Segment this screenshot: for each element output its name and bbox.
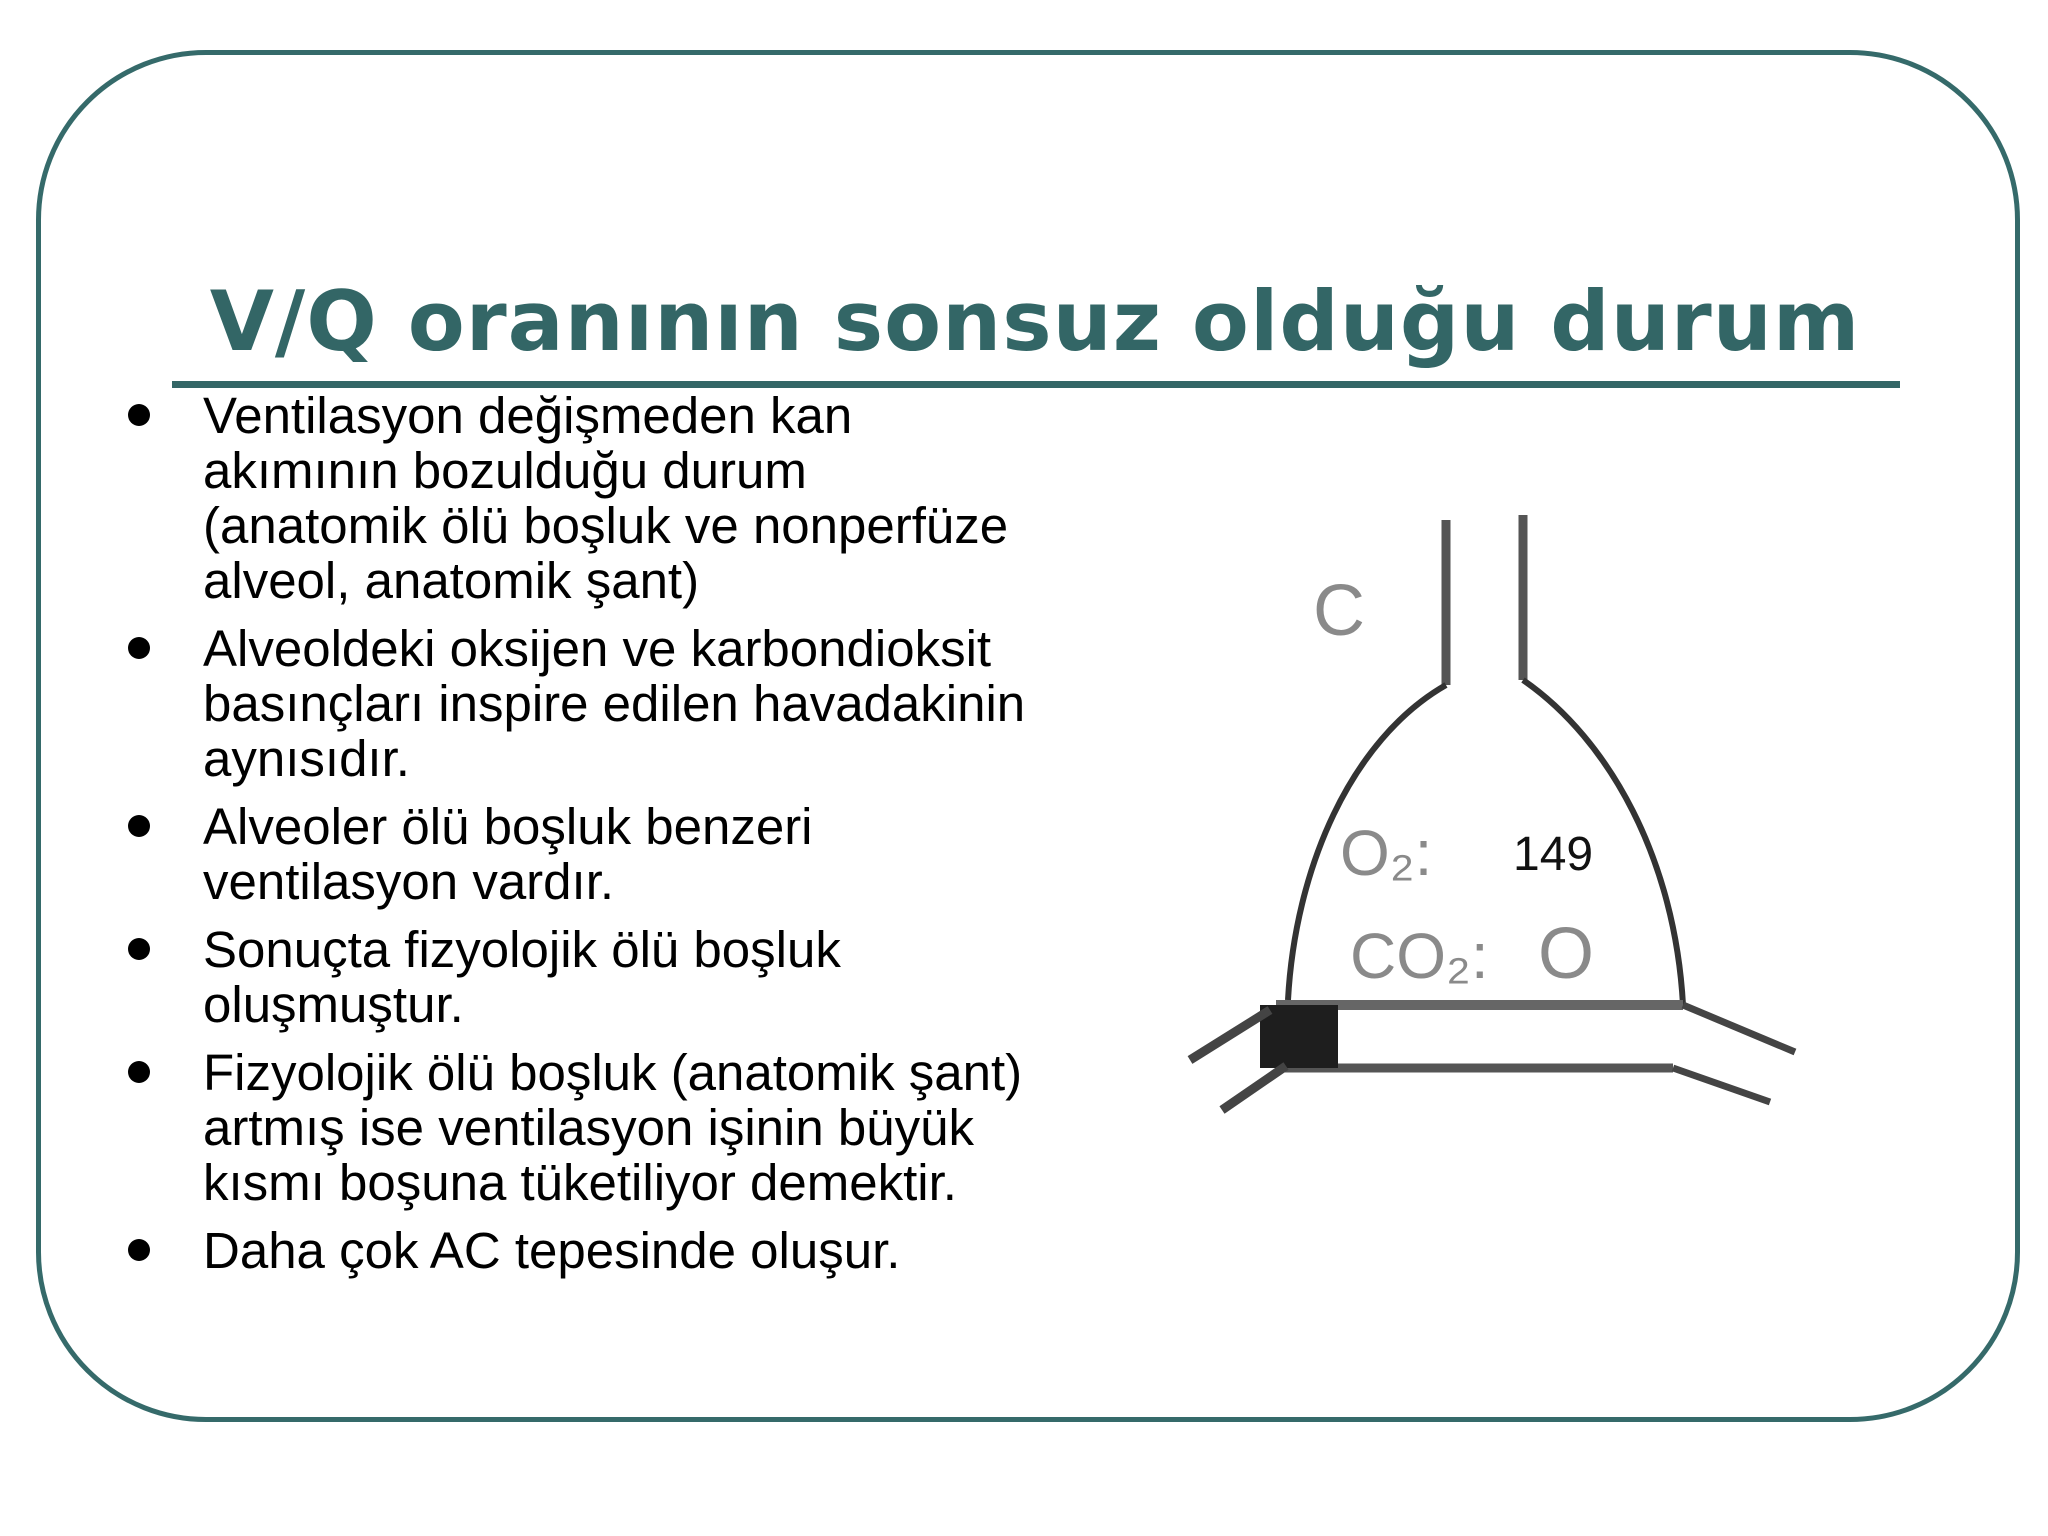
bullet-text: Sonuçta fizyolojik ölü boşluk oluşmuştur. <box>203 921 841 1033</box>
bullet-item <box>120 799 1040 909</box>
slide-title: V/Q oranının sonsuz olduğu durum <box>209 273 1861 370</box>
bullet-list <box>120 388 1040 1291</box>
bullet-text: Daha çok AC tepesinde oluşur. <box>203 1222 901 1279</box>
value-o2: 149 <box>1513 828 1594 881</box>
bullet-text: Ventilasyon değişmeden kan akımının bozulduğu durum (anatomik ölü boşluk ve nonperfüze alveol, anatomik şant) <box>203 387 1009 609</box>
bullet-icon <box>128 637 150 659</box>
bullet-item <box>120 1045 1040 1210</box>
bullet-item <box>120 922 1040 1032</box>
label-co2: CO₂: <box>1350 920 1489 992</box>
alveolus-diagram <box>1180 500 1810 1140</box>
capillary-outlet-lower <box>1673 1068 1770 1102</box>
bullet-item <box>120 621 1040 786</box>
bullet-icon <box>128 815 150 837</box>
bullet-icon <box>128 404 150 426</box>
label-o2: O₂: <box>1340 817 1433 889</box>
bullet-icon <box>128 1061 150 1083</box>
capillary-outlet-upper <box>1683 1005 1795 1052</box>
bullet-text: Alveoldeki oksijen ve karbondioksit basınçları inspire edilen havadakinin aynısıdır. <box>203 620 1026 787</box>
bullet-text: Fizyolojik ölü boşluk (anatomik şant) artmış ise ventilasyon işinin büyük kısmı boşuna tüketiliyor demektir. <box>203 1044 1023 1211</box>
bullet-icon <box>128 938 150 960</box>
bullet-icon <box>128 1239 150 1261</box>
blocked-capillary-segment <box>1260 1005 1338 1068</box>
bullet-item <box>120 388 1040 608</box>
value-co2: O <box>1538 914 1595 994</box>
capillary-inlet-upper <box>1190 1010 1270 1060</box>
capillary-inlet-lower <box>1222 1066 1286 1110</box>
bullet-text: Alveoler ölü boşluk benzeri ventilasyon vardır. <box>203 798 813 910</box>
label-c: C <box>1313 571 1365 651</box>
bullet-item <box>120 1223 1040 1278</box>
